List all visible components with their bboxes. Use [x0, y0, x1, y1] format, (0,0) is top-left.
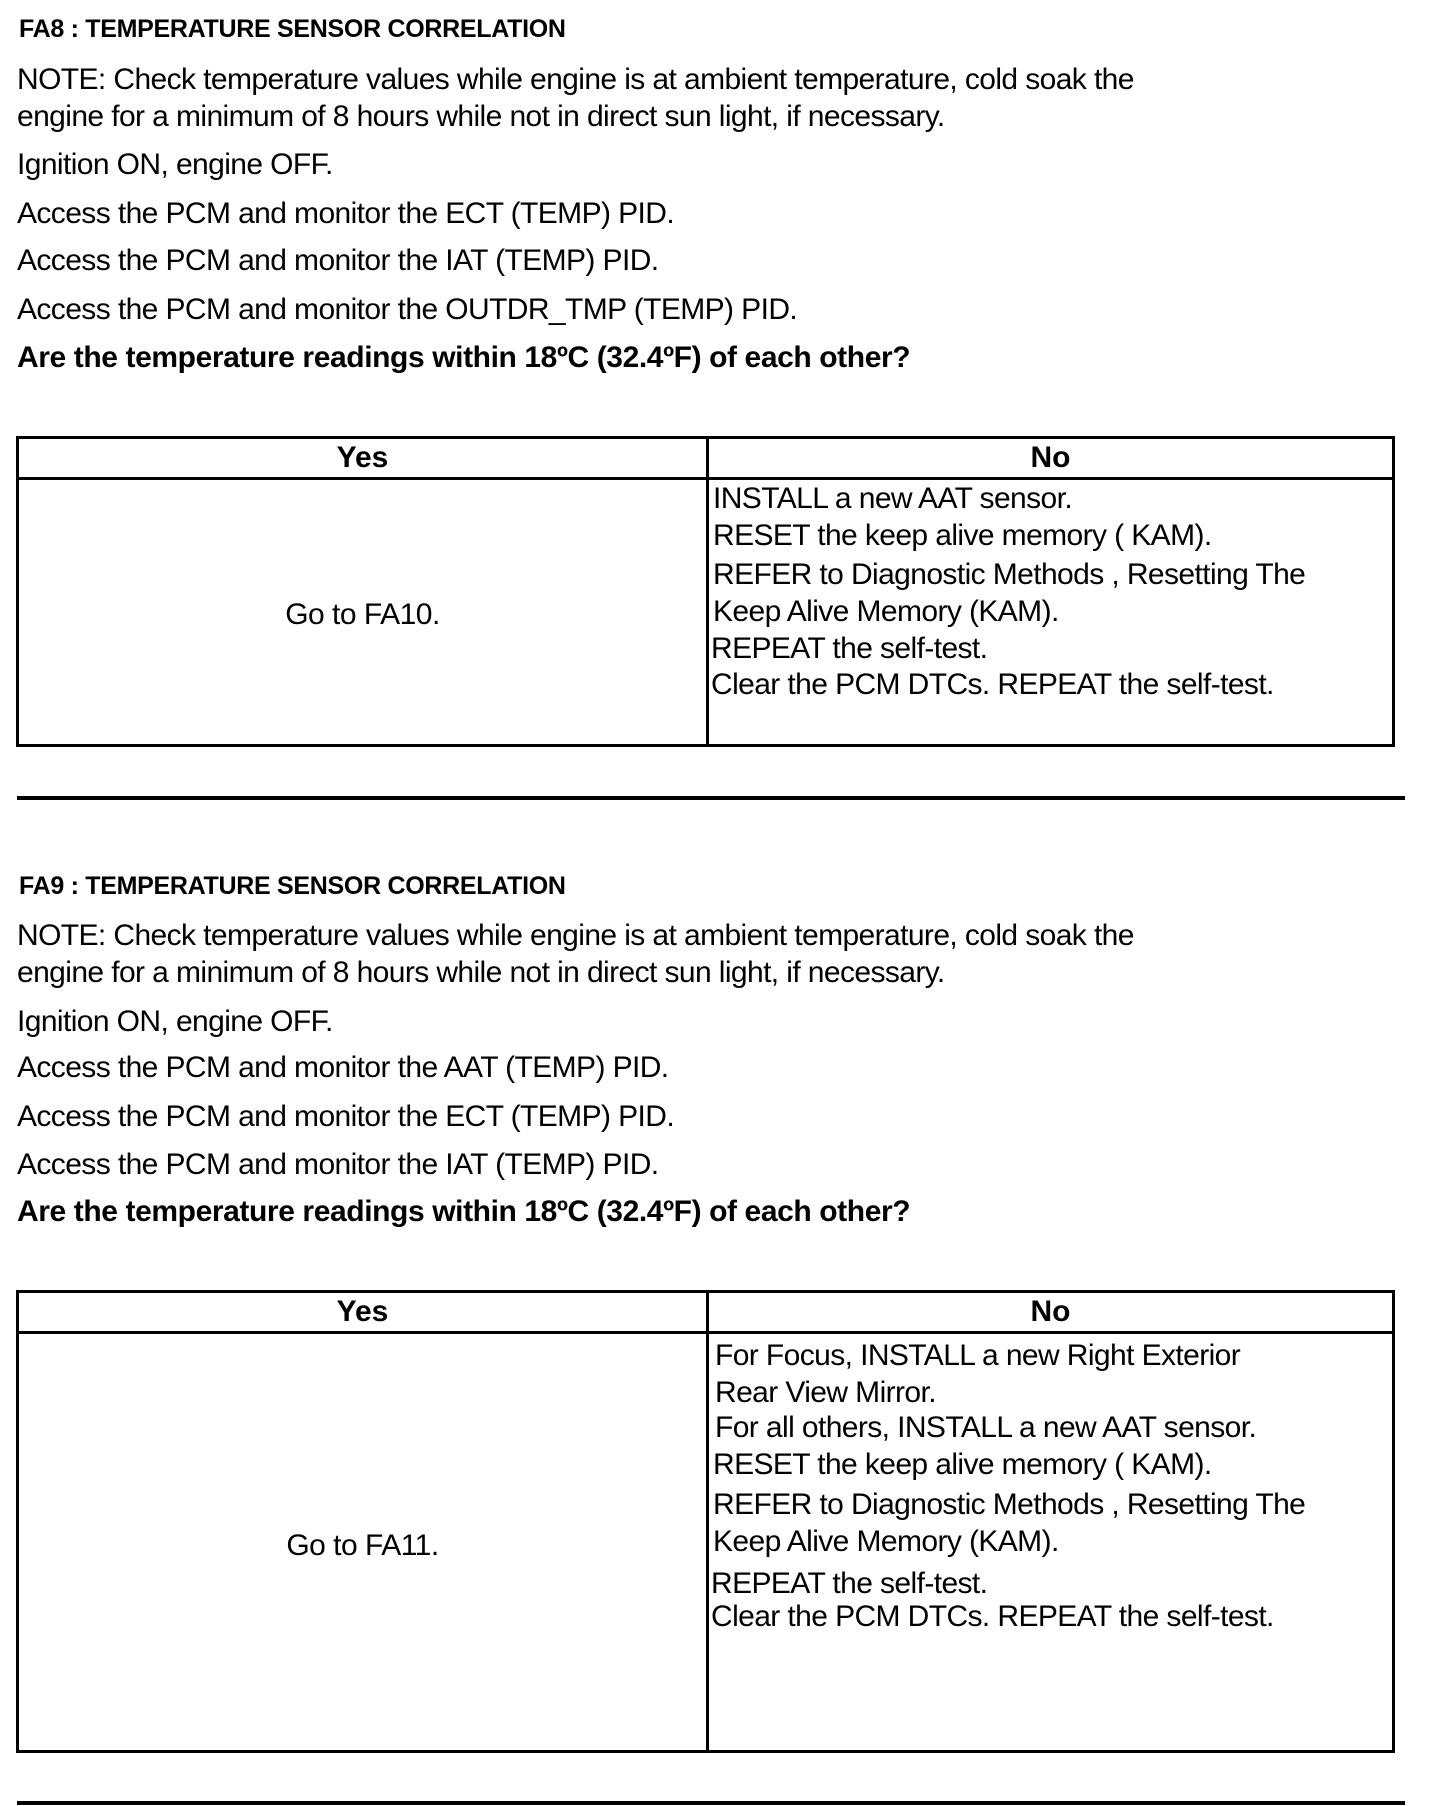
no-action-line: For Focus, INSTALL a new Right Exterior: [715, 1339, 1241, 1372]
no-action-line: REFER to Diagnostic Methods , Resetting The: [713, 558, 1306, 591]
no-action-line: REFER to Diagnostic Methods , Resetting The: [713, 1488, 1306, 1521]
no-action-line: INSTALL a new AAT sensor.: [713, 482, 1073, 515]
instruction-line: NOTE: Check temperature values while engine is at ambient temperature, cold soak the: [17, 919, 1134, 952]
instruction-line: Access the PCM and monitor the ECT (TEMP) PID.: [17, 1100, 675, 1133]
no-action-line: Clear the PCM DTCs. REPEAT the self-test.: [711, 1600, 1274, 1633]
section-title: FA9 : TEMPERATURE SENSOR CORRELATION: [19, 872, 566, 900]
no-header: No: [1030, 441, 1071, 474]
section-title: FA8 : TEMPERATURE SENSOR CORRELATION: [19, 15, 566, 43]
no-action-line: Rear View Mirror.: [715, 1376, 936, 1409]
instruction-line: Access the PCM and monitor the IAT (TEMP) PID.: [17, 244, 659, 277]
no-action-line: RESET the keep alive memory ( KAM).: [713, 1448, 1212, 1481]
no-action-line: For all others, INSTALL a new AAT sensor.: [715, 1411, 1257, 1444]
instruction-line: Access the PCM and monitor the ECT (TEMP) PID.: [17, 197, 675, 230]
question-text: Are the temperature readings within 18ºC (32.4ºF) of each other?: [17, 1195, 911, 1228]
instruction-line: Access the PCM and monitor the AAT (TEMP) PID.: [17, 1051, 669, 1084]
question-text: Are the temperature readings within 18ºC (32.4ºF) of each other?: [17, 341, 911, 374]
section-divider: [17, 796, 1405, 800]
no-action-line: REPEAT the self-test.: [711, 1567, 988, 1600]
no-action-line: REPEAT the self-test.: [711, 632, 988, 665]
instruction-line: engine for a minimum of 8 hours while not in direct sun light, if necessary.: [17, 100, 945, 133]
instruction-line: Ignition ON, engine OFF.: [17, 148, 333, 181]
yes-action: Go to FA11.: [286, 1529, 439, 1562]
column-divider: [706, 1293, 709, 1750]
instruction-line: Access the PCM and monitor the OUTDR_TMP (TEMP) PID.: [17, 293, 798, 326]
no-header: No: [1030, 1295, 1071, 1328]
no-action-line: Keep Alive Memory (KAM).: [713, 595, 1059, 628]
yes-header: Yes: [336, 441, 389, 474]
yes-action: Go to FA10.: [285, 598, 440, 631]
no-action-line: Clear the PCM DTCs. REPEAT the self-test.: [711, 668, 1274, 701]
no-action-line: RESET the keep alive memory ( KAM).: [713, 519, 1212, 552]
instruction-line: Access the PCM and monitor the IAT (TEMP) PID.: [17, 1148, 659, 1181]
yes-header: Yes: [336, 1295, 389, 1328]
instruction-line: engine for a minimum of 8 hours while not in direct sun light, if necessary.: [17, 956, 945, 989]
instruction-line: NOTE: Check temperature values while engine is at ambient temperature, cold soak the: [17, 63, 1134, 96]
section-divider: [17, 1801, 1405, 1805]
column-divider: [706, 439, 709, 744]
no-action-line: Keep Alive Memory (KAM).: [713, 1525, 1059, 1558]
instruction-line: Ignition ON, engine OFF.: [17, 1005, 333, 1038]
